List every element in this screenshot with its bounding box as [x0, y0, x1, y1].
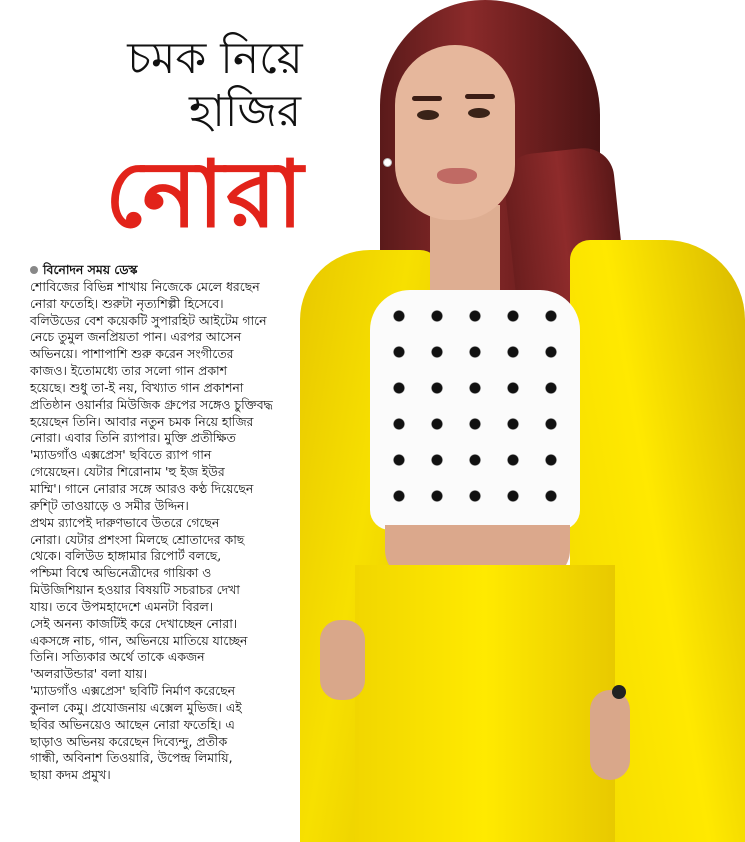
byline [30, 262, 342, 279]
photo-eye-left [417, 110, 439, 120]
headline-line-2: হাজির [188, 86, 302, 137]
article-line: হয়েছেন তিনি। আবার নতুন চমক নিয়ে হাজির [30, 413, 254, 429]
photo-eye-right [468, 108, 490, 118]
article-line: ছাড়াও অভিনয় করেছেন দিব্যেন্দু, প্রতীক [30, 733, 228, 749]
headline [100, 32, 330, 138]
headline-name: নোরা [105, 141, 306, 248]
photo-nora-fatehi [300, 0, 745, 842]
article-line: নোরা ফতেহি। শুরুটা নৃত্যশিল্পী হিসেবে। [30, 295, 224, 311]
article-line: মিউজিশিয়ান হওয়ার বিষয়টি সচরাচর দেখা [30, 582, 240, 598]
photo-brow-right [465, 94, 495, 99]
article-line: বলিউডের বেশ কয়েকটি সুপারহিট আইটেম গানে [30, 312, 267, 328]
article-line: নোরা। এবার তিনি র‍্যাপার। মুক্তি প্রতীক্ষিত [30, 430, 236, 446]
article-line: থেকে। বলিউড হাঙ্গামার রিপোর্ট বলছে, [30, 548, 222, 564]
article-line: 'ম্যাডগাঁও এক্সপ্রেস' ছবিটি নির্মাণ করেছেন [30, 683, 236, 699]
article-line: যায়। তবে উপমহাদেশে এমনটা বিরল। [30, 598, 214, 614]
photo-brow-left [412, 96, 442, 101]
article-line: 'অলরাউন্ডার' বলা যায়। [30, 666, 148, 682]
article-line: অভিনয়ে। পাশাপাশি শুরু করেন সংগীতের [30, 346, 234, 362]
article-line: মাম্মি'। গানে নোরার সঙ্গে আরও কণ্ঠ দিয়েছেন [30, 480, 254, 496]
photo-jacket-button [612, 685, 626, 699]
article-line: গান্ধী, অবিনাশ তিওয়ারি, উপেন্দ্র লিমায়ি, [30, 750, 233, 766]
article-line: কাজও। ইতোমধ্যে তার সলো গান প্রকাশ [30, 363, 227, 379]
photo-dots [370, 290, 580, 530]
article-line: নেচে তুমুল জনপ্রিয়তা পান। এরপর আসেন [30, 329, 241, 345]
article-line: 'ম্যাডগাঁও এক্সপ্রেস' ছবিতে র‍্যাপ গান [30, 447, 212, 463]
article-line: কুনাল কেমু। প্রযোজনায় এক্সেল মুভিজ। এই [30, 699, 242, 715]
article-line: একসঙ্গে নাচ, গান, অভিনয়ে মাতিয়ে যাচ্ছেন [30, 632, 248, 648]
byline-text: বিনোদন সময় ডেস্ক [43, 262, 138, 277]
article-line: পশ্চিমা বিশ্বে অভিনেত্রীদের গায়িকা ও [30, 565, 212, 581]
article-line: নোরা। যেটার প্রশংসা মিলছে শ্রোতাদের কাছ [30, 531, 245, 547]
article-body [30, 262, 342, 784]
article-line: শোবিজের বিভিন্ন শাখায় নিজেকে মেলে ধরছেন [30, 278, 260, 294]
photo-hand-right [590, 690, 630, 780]
article-line: প্রতিষ্ঠান ওয়ার্নার মিউজিক গ্রুপের সঙ্গেও চুক্তিবদ্ধ [30, 396, 273, 412]
article-line: প্রথম র‍্যাপেই দারুণভাবে উতরে গেছেন [30, 514, 220, 530]
article-line: সেই অনন্য কাজটিই করে দেখাচ্ছেন নোরা। [30, 615, 238, 631]
bullet-icon [30, 266, 38, 274]
photo-face [395, 45, 515, 220]
article-line: রুশ্টি তাওয়াড়ে ও সমীর উদ্দিন। [30, 497, 189, 513]
article-line: গেয়েছেন। যেটার শিরোনাম 'হু ইজ ইউর [30, 464, 225, 480]
article-line: তিনি। সত্যিকার অর্থে তাকে একজন [30, 649, 205, 665]
article-line: ছায়া কদম প্রমুখ। [30, 767, 111, 783]
photo-earring [383, 158, 392, 167]
photo-polka-dot-top [370, 290, 580, 530]
article-line: ছবির অভিনয়েও আছেন নোরা ফতেহি। এ [30, 716, 235, 732]
photo-pants [355, 565, 615, 842]
headline-line-1: চমক নিয়ে [127, 33, 303, 84]
photo-lips [437, 168, 477, 184]
article-line: হয়েছে। শুধু তা-ই নয়, বিখ্যাত গান প্রকাশনা [30, 379, 244, 395]
